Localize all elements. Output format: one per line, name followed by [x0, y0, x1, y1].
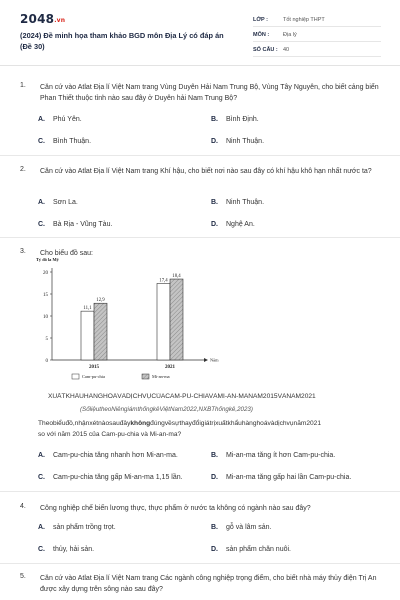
- option-text: Cam-pu-chia tăng gấp Mi-an-ma 1,15 lần.: [53, 474, 183, 481]
- legend-swatch: [72, 374, 79, 379]
- option-1b[interactable]: [211, 116, 259, 123]
- legend-label: Mi-an-ma: [152, 374, 170, 379]
- chart-svg: [32, 256, 232, 388]
- option-2b[interactable]: [211, 199, 264, 206]
- option-letter: B.: [211, 452, 218, 459]
- question-text: Công nghiệp chế biến lương thực, thực phẩm ở nước ta không có ngành nào sau đây?: [40, 505, 311, 512]
- legend-swatch: [142, 374, 149, 379]
- meta-key: LỚP :: [253, 17, 268, 23]
- option-text: Phú Yên.: [53, 116, 82, 123]
- option-text: Mi-an-ma tăng ít hơn Cam-pu-chia.: [226, 452, 336, 459]
- option-text: Bà Rịa - Vũng Tàu.: [53, 221, 113, 228]
- option-letter: C.: [38, 546, 45, 553]
- bar-value-label: 11,1: [83, 306, 92, 312]
- chart-question-line-2: so với năm 2015 của Cam-pu-chia và Mi-an-ma?: [38, 430, 182, 438]
- question-divider: [0, 491, 400, 492]
- option-4c[interactable]: [38, 546, 94, 553]
- option-letter: D.: [211, 221, 218, 228]
- option-4d[interactable]: [211, 546, 291, 553]
- option-2c[interactable]: [38, 221, 112, 228]
- bar-mi-an-ma-2021: [170, 279, 183, 360]
- option-3c[interactable]: [38, 474, 183, 481]
- x-tick-label: 2021: [165, 365, 175, 370]
- option-letter: A.: [38, 199, 45, 206]
- chart-question-line-1: Theobiểuđồ,nhậnxétnàosauđâykhôngđúngvềsựthayđổigiátrịxuấtkhẩuhànghoávàdịchvụnăm2021: [38, 420, 322, 427]
- meta-row-count: [253, 44, 381, 57]
- option-text: Mi-an-ma tăng gấp hai lần Cam-pu-chia.: [226, 474, 352, 481]
- document-meta: [253, 14, 381, 59]
- question-number: 2.: [20, 166, 26, 173]
- question-text: Căn cứ vào Atlat Địa lí Việt Nam trang Khí hậu, cho biết nơi nào sau đây có khí hậu khô hạn nhất nước ta?: [40, 168, 372, 175]
- option-letter: D.: [211, 138, 218, 145]
- option-letter: A.: [38, 452, 45, 459]
- logo-tld: .vn: [54, 17, 66, 24]
- option-text: gỗ và lâm sản.: [226, 524, 272, 531]
- bar-value-label: 12,9: [96, 298, 105, 304]
- option-letter: C.: [38, 474, 45, 481]
- question-number: 5.: [20, 573, 26, 580]
- question-1: [20, 82, 382, 104]
- question-2: [20, 166, 382, 177]
- option-text: Ninh Thuận.: [226, 138, 265, 145]
- option-letter: A.: [38, 116, 45, 123]
- chart-source: (SốliệutheoNiêngiámthốngkêViệtNam2022,NXBThốngkê,2023): [80, 406, 253, 413]
- document-header: [0, 0, 400, 66]
- option-letter: D.: [211, 546, 218, 553]
- option-text: Sơn La.: [53, 199, 78, 206]
- option-4b[interactable]: [211, 524, 272, 531]
- bar-value-label: 17,4: [159, 278, 168, 284]
- option-text: Cam-pu-chia tăng nhanh hơn Mi-an-ma.: [53, 452, 178, 459]
- x-axis-arrow: [204, 358, 208, 362]
- x-axis-label: Năm: [210, 357, 219, 363]
- question-number: 4.: [20, 503, 26, 510]
- option-text: Bình Thuận.: [53, 138, 92, 145]
- meta-value: Tốt nghiệp THPT: [283, 17, 325, 23]
- emphasis-khong: không: [130, 420, 151, 427]
- question-divider: [0, 237, 400, 238]
- legend-label: Cam-pu-chia: [82, 374, 105, 379]
- x-tick-label: 2015: [89, 365, 99, 370]
- option-letter: A.: [38, 524, 45, 531]
- option-text: sản phẩm trồng trọt.: [53, 524, 116, 531]
- bar-cam-pu-chia-2015: [81, 311, 94, 360]
- bar-value-label: 18,4: [172, 274, 181, 280]
- option-letter: C.: [38, 138, 45, 145]
- y-tick-label: 10: [43, 314, 48, 320]
- question-4: [20, 503, 382, 514]
- y-tick-label: 5: [45, 336, 48, 342]
- option-letter: B.: [211, 199, 218, 206]
- option-text: Nghệ An.: [226, 221, 255, 228]
- question-text: Căn cứ vào Atlat Địa lí Việt Nam trang Các ngành công nghiệp trọng điểm, cho biết nhà máy thủy điện Trị An được xây dựng trên sông nào sau đây?: [40, 575, 377, 593]
- meta-value: Địa lý: [283, 32, 297, 38]
- y-tick-label: 15: [43, 292, 48, 298]
- y-axis-label: Tỷ đô la Mỹ: [36, 257, 59, 262]
- option-3a[interactable]: [38, 452, 178, 459]
- option-text: Bình Định.: [226, 116, 259, 123]
- option-3d[interactable]: [211, 474, 351, 481]
- question-divider: [0, 155, 400, 156]
- bar-cam-pu-chia-2021: [157, 283, 170, 360]
- question-divider: [0, 563, 400, 564]
- question-text: Căn cứ vào Atlat Địa lí Việt Nam trang Vùng Duyên Hải Nam Trung Bộ, Vùng Tây Nguyên, cho biết cảng biển Phan Thiết thuộc tỉnh nào sau đây ở Duyên hải Nam Trung Bộ?: [40, 84, 379, 102]
- meta-key: MÔN :: [253, 32, 270, 38]
- export-bar-chart: [32, 256, 232, 388]
- option-letter: B.: [211, 524, 218, 531]
- option-text: Ninh Thuận.: [226, 199, 265, 206]
- logo-main: 2048: [20, 12, 55, 26]
- meta-row-subject: [253, 29, 381, 42]
- option-1a[interactable]: [38, 116, 82, 123]
- question-number: 1.: [20, 82, 26, 89]
- site-logo[interactable]: [20, 12, 65, 26]
- meta-key: SỐ CÂU :: [253, 47, 278, 53]
- option-4a[interactable]: [38, 524, 116, 531]
- chart-title: XUẤTKHẨUHÀNGHOÁVÀDỊCHVỤCỦACAM-PU-CHIAVÀMI-AN-MANĂM2015VÀNĂM2021: [48, 393, 316, 400]
- option-1d[interactable]: [211, 138, 264, 145]
- option-3b[interactable]: [211, 452, 335, 459]
- option-text: sản phẩm chăn nuôi.: [226, 546, 291, 553]
- document-title: (2024) Đề minh họa tham khảo BGD môn Địa Lý có đáp án (Đề 30): [20, 31, 224, 51]
- y-tick-label: 0: [45, 358, 48, 364]
- option-letter: D.: [211, 474, 218, 481]
- bar-mi-an-ma-2015: [94, 303, 107, 360]
- option-2a[interactable]: [38, 199, 78, 206]
- chart-question: [38, 419, 392, 440]
- option-letter: B.: [211, 116, 218, 123]
- question-text: Cho biểu đồ sau:: [40, 250, 93, 257]
- option-text: thủy, hải sản.: [53, 546, 95, 553]
- question-5: [20, 573, 382, 595]
- meta-row-class: [253, 14, 381, 27]
- meta-value: 40: [283, 47, 290, 53]
- option-2d[interactable]: [211, 221, 255, 228]
- option-letter: C.: [38, 221, 45, 228]
- question-number: 3.: [20, 248, 26, 255]
- y-tick-label: 20: [43, 270, 48, 276]
- option-1c[interactable]: [38, 138, 91, 145]
